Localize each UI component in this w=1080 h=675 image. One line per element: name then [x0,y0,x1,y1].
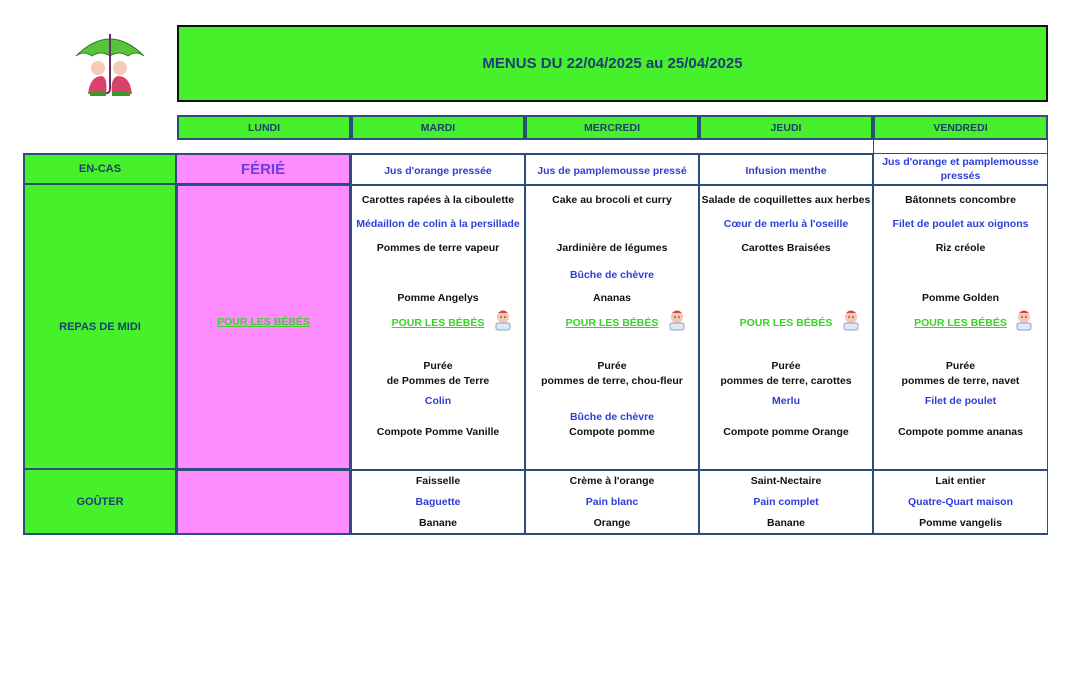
mercredi-bebes-link[interactable]: POUR LES BÉBÉS [565,317,659,329]
vendredi-bebes-link[interactable]: POUR LES BÉBÉS [914,317,1007,329]
vendredi-gouter-cell [873,470,1048,535]
row-label-encas: EN-CAS [23,153,177,185]
jeudi-bebes-label: POUR LES BÉBÉS [739,317,833,329]
vendredi-encas-cell [873,153,1048,185]
jeudi-bebe-dessert: Compote pomme Orange [723,426,849,438]
mercredi-bebe-puree-2: pommes de terre, chou-fleur [541,375,683,387]
day-header-vendredi: VENDREDI [873,115,1048,140]
vendredi-encas-1: Jus d'orange et pamplemousse [882,156,1039,168]
mardi-bebe-puree-2: de Pommes de Terre [386,375,490,387]
jeudi-plat: Cœur de merlu à l'oseille [723,218,849,230]
lundi-encas-cell [177,153,351,185]
jeudi-encas: Infusion menthe [745,165,827,177]
day-header-mardi: MARDI [351,115,525,140]
jeudi-repas-cell [699,185,873,470]
mardi-gouter-2: Baguette [415,496,461,508]
menu-title: MENUS DU 22/04/2025 au 25/04/2025 [482,55,743,72]
mardi-repas-cell [351,185,525,470]
menu-title-box [177,25,1048,102]
vendredi-bebe-prot: Filet de poulet [924,395,997,407]
vendredi-entree: Bâtonnets concombre [905,194,1016,206]
vendredi-gouter-1: Lait entier [935,475,986,487]
baby-icon [841,309,861,331]
mercredi-encas-cell [525,153,699,185]
vendredi-repas-cell [873,185,1048,470]
mercredi-bebe-fromage: Bûche de chèvre [569,411,655,423]
vendredi-bebe-puree-2: pommes de terre, navet [901,375,1020,387]
vendredi-bebe-puree-1: Purée [945,360,976,372]
mercredi-fromage: Bûche de chèvre [569,269,655,281]
baby-icon [667,309,687,331]
mardi-bebe-puree-1: Purée [423,360,453,372]
jeudi-bebe-puree-2: pommes de terre, carottes [720,375,852,387]
row-label-repas: REPAS DE MIDI [23,185,177,470]
umbrella-child-logo [72,28,148,100]
mercredi-encas: Jus de pamplemousse pressé [537,165,687,177]
mercredi-gouter-3: Orange [593,517,631,529]
mardi-gouter-1: Faisselle [415,475,461,487]
baby-icon [493,309,513,331]
mercredi-dessert: Ananas [593,292,631,304]
lundi-bebes-link[interactable]: POUR LES BÉBÉS [217,316,310,328]
ferie-label: FÉRIÉ [240,160,286,178]
mardi-gouter-cell [351,470,525,535]
mercredi-gouter-cell [525,470,699,535]
jeudi-gouter-3: Banane [767,517,805,529]
vendredi-encas-2: pressés [940,170,981,182]
day-header-mercredi: MERCREDI [525,115,699,140]
jeudi-gouter-cell [699,470,873,535]
jeudi-gouter-2: Pain complet [753,496,819,508]
mercredi-repas-cell [525,185,699,470]
mercredi-entree: Cake au brocoli et curry [552,194,672,206]
mardi-plat: Médaillon de colin à la persillade [356,218,520,230]
vendredi-bebe-dessert: Compote pomme ananas [898,426,1023,438]
vendredi-gouter-2: Quatre-Quart maison [907,496,1014,508]
mardi-entree: Carottes rapées à la ciboulette [361,194,515,206]
mardi-encas-cell [351,153,525,185]
baby-icon [1014,309,1034,331]
mardi-bebes-link[interactable]: POUR LES BÉBÉS [391,317,485,329]
mercredi-bebe-puree-1: Purée [597,360,627,372]
day-header-lundi: LUNDI [177,115,351,140]
jeudi-bebe-puree-1: Purée [771,360,801,372]
mardi-accomp: Pommes de terre vapeur [376,242,500,254]
jeudi-encas-cell [699,153,873,185]
vendredi-accomp: Riz créole [935,242,986,254]
mercredi-gouter-1: Crème à l'orange [569,475,655,487]
jeudi-bebe-prot: Merlu [771,395,800,407]
vendredi-dessert: Pomme Golden [921,292,999,304]
mardi-bebe-prot: Colin [424,395,452,407]
jeudi-accomp: Carottes Braisées [741,242,831,254]
mercredi-bebe-dessert: Compote pomme [569,426,655,438]
vendredi-gouter-3: Pomme vangelis [919,517,1002,529]
lundi-repas-cell [177,185,351,470]
mardi-gouter-3: Banane [419,517,457,529]
mercredi-accomp: Jardinière de légumes [556,242,668,254]
jeudi-gouter-1: Saint-Nectaire [750,475,822,487]
mardi-dessert: Pomme Angelys [397,292,479,304]
vendredi-plat: Filet de poulet aux oignons [892,218,1029,230]
day-header-jeudi: JEUDI [699,115,873,140]
mercredi-gouter-2: Pain blanc [585,496,639,508]
jeudi-entree: Salade de coquillettes aux herbes [701,194,871,206]
header-spacer [873,140,1048,153]
lundi-gouter-cell [177,470,351,535]
mardi-bebe-dessert: Compote Pomme Vanille [376,426,500,438]
row-label-gouter: GOÛTER [23,470,177,535]
mardi-encas: Jus d'orange pressée [384,165,492,177]
